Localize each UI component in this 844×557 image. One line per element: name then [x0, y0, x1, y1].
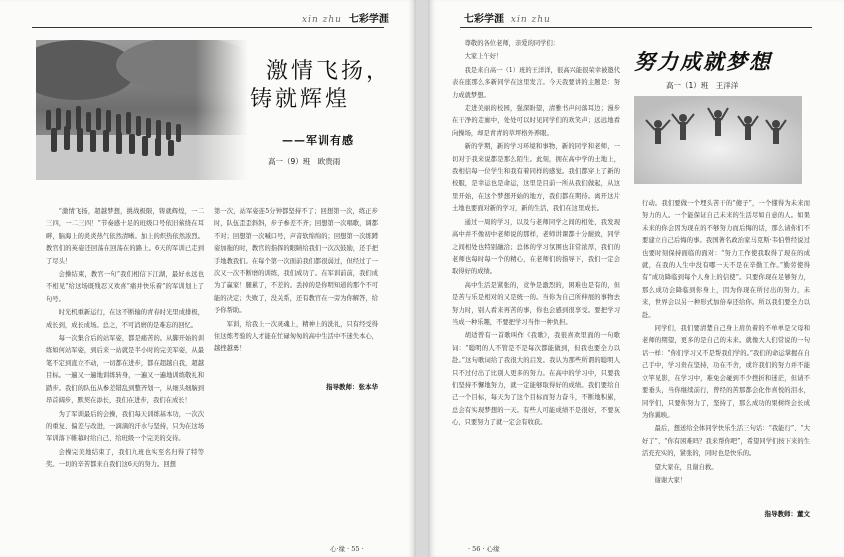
- article-paragraph: 每一次集合后的站军姿，都是痛苦的。从脚开始的训练如何站军姿，到后来一站就是半小时的完美军姿，从最笔不定到直立不动，一切都在进步，都在超越自我，超越目标。一遍又一遍地训练转身，一遍又一遍地训练敬礼和踏步。我们的队伍从参差错乱到整齐划一，从细头细脑到昂首阔步，默契在添长，我们在进步，我们在成长！: [46, 335, 204, 405]
- article-paragraph: 尊敬的各位老师，亲爱的同学们：: [464, 40, 560, 47]
- right-page-footer: · 56 · 心缘: [468, 545, 500, 553]
- article-paragraph: 大家上午好！: [464, 53, 503, 61]
- article-paragraph: 我是来自高一（1）班的王洋洋，很高兴能很荣幸被邀代表在座那么多新同学在这里发言。今天我要讲的主题是：努力成就梦想。: [452, 66, 620, 99]
- soldiers-marching-image: [36, 40, 248, 180]
- article-byline: 高一（1）班 王洋洋: [666, 81, 739, 90]
- header-section-title: 七彩学涯: [348, 14, 389, 25]
- article-paragraph: 高中生活是紧张的，竞争是激烈的，困难也是有的，但是苦与乐是相对的又是统一的。当你为自己所伸展的事物去努力时，别人看来再苦的事，你也会感到很享受。要把学习当成一种乐趣，不要把学习当作一种负担。: [452, 281, 620, 326]
- article-paragraph: 胡适曾有一首歌叫作《我歌》，我很喜欢里面的一句歌词：“聪明的人不管是不是每次都能做到，但我也要全力以赴。”这句歌词给了我很大的启发。我认为那些所谓的聪明人只不过付出了比别人更多的努力。在高中的学习中，只要我们坚持不懈地努力，就一定能够取得好的成绩。我们要给自己一个目标，每天为了这个目标而努力奋斗，不断地积累，总会有实现梦想的一天。有些人可能成绩不是很好，不要灰心，只要努力了就一定会有收获。: [452, 332, 620, 427]
- left-teacher-signature: 指导教师：张本华: [326, 383, 378, 391]
- article-subtitle: ——军训有感: [282, 134, 354, 147]
- article-title: 努力成就梦想: [634, 50, 772, 74]
- header-rule: [32, 27, 384, 28]
- header-pinyin: xin zhu: [302, 15, 342, 25]
- article-paragraph: 军训，给我上一次灵魂上，精神上的洗礼，只有经受得住这炼考验的人才能在忙碌匆匆的高中生活中不迷失本心，越挫越勇！: [214, 320, 378, 353]
- article-title-line1: 激情飞扬，: [266, 59, 392, 84]
- right-article-column-1: [452, 38, 620, 524]
- right-article-column-2: [642, 198, 810, 512]
- article-paragraph: 行动。我们要做一个埋头苦干的“傻子”，一个懂得为未来而努力的人。一个能保证自己未来的生活尽如自意的人。如果未来的你会因为现在的不够努力而后悔的话，那么请你们不要建立自己后悔的事。我国著名政治家马克斯·韦伯曾经说过也要时刻保持面临的面对：“努力工作使我取得了现在的成就，在我的人生中没有哪一天不是在辛勤工作。”勤劳使得有“成功降临到每个人身上的信使”。只要你现在足够努力，那么成功会降临到你身上，因为你现在所付出的努力，未来，世界会以另一种形式加倍奉还给你。所以我们要全力以赴。: [642, 200, 810, 319]
- left-page-footer: 心·缘 · 55 ·: [330, 545, 364, 553]
- article-paragraph: 望大家在，且谢自救。: [654, 463, 718, 471]
- article-byline: 高一（9）班 欧贵雨: [268, 157, 341, 166]
- article-paragraph: 时光机重新运行，在这不断输的青春时光里成排极，成长到，成长成场。总之，不可消磨的是难忘的回忆。: [46, 309, 204, 329]
- article-paragraph: 会操完美地结束了，我们九班也实至名归得了特等奖。一切的辛苦都来自我们这6天的努力。回想: [46, 448, 204, 469]
- left-article-column-2: [214, 206, 378, 392]
- article-paragraph: 最后，想送给全体同学快乐生活三句话：“我能行”、“大好了”、“你有困难吗？我来帮你吧”，希望同学们按下来的生活充充实的，紧张的，同时也是快乐的。: [642, 425, 810, 458]
- right-teacher-signature: 指导教师：董文: [764, 510, 810, 518]
- right-page: [428, 0, 844, 557]
- left-page: [0, 0, 416, 557]
- article-title-line2: 铸就辉煌: [250, 87, 351, 112]
- article-paragraph: 为了军训最后的会操，我们每天训练基本功，一次次的重复、偏差与改进，一滴滴的汗水与坚持，只为在这场军训落下帷幕时给自己、给班级一个完美的交待。: [46, 410, 204, 443]
- header-rule: [460, 27, 812, 28]
- left-page-header: [302, 10, 389, 25]
- header-section-title: 七彩学涯: [464, 14, 504, 25]
- article-paragraph: 走进美丽的校园，强深盼望，清雅书声问落耳边；漫步在干净的走廊中，处处可以时见同学们的欢笑声；远远地看向操场，却是青青的草坪格外养眼。: [452, 105, 620, 137]
- article-paragraph: 谢谢大家！: [654, 476, 687, 484]
- article-paragraph: 新的学期，新的学习环境和事物，新的同学和老师，一切对于我来说都是那么陌生。此刻，拥在高中学的土地上，我相信每一位学生和我有着同样的感觉。我们都穿上了新的校服，是幸运也是命运，这里是目前一所从我们做起，从这里开始，在这个梦想开始的地方，我们都在期待。离开这片土地也要面对新的学习，新的生活，我们在这里成长。: [452, 143, 620, 213]
- article-paragraph: 同学们，我们要清楚自己身上肩负着的不单单是父母和老师的期望，更多的是自己的未来。就像大人们常说的一句话一样：“你们学习又不是帮我们学的。”我们的命运掌握在自己手中，学习贵在坚持，功在不舍，或许我们的努力并不能立竿见影，在学习中，难免会碰到不少挫折和迷茫，但请不要垂头，当你继续前行，曾经的苦那都会化作喜悦的泪水，同学们，只要你努力了，坚持了，那么成功的果树终会长成为你翼映。: [642, 325, 810, 419]
- left-article-column-1: [46, 206, 204, 532]
- article-paragraph: 通过一周的学习，以及与老师同学之间的相处，我发现高中并不像初中老师说的那样，老师讲课都十分耐致，同学之间相处也特别融洽；总体的学习氛围也非常浓厚，我们的老师也每时每一个的精心，在老师们的指导下，我们一定会取得好的成绩。: [452, 218, 620, 276]
- article-paragraph: 会操结束，教官一句“我们相信下江湖，最好永远也不相见”给这场既残忍又欢喜“痛并快乐着”的军训划上了句号。: [46, 271, 204, 303]
- article-paragraph: “激情飞扬，超越梦想，挑战极限，铸就辉煌，一二三四，一二三四！”节奏感十足的班级口号依旧萦绕在耳畔，脑海上的炎炎热气依然清晰。加上的炽热依然浓烈。教官们的英姿还回荡在回荡在的路上。6天的军训已走到了尽头！: [46, 208, 204, 265]
- header-pinyin: xin zhu: [510, 15, 551, 25]
- military-training-photo: [36, 40, 248, 180]
- right-page-header: [464, 10, 551, 25]
- article-paragraph: 第一次，站军姿连5分钟都坚持不了；回想第一次，练正步时，队伍歪歪斜斜，步子参差不齐；回想第一次唱歌，调都不对；回想第一次喊口号，声音软绵绵的；回想第一次练蹲姿加拖的时，教官的指挥的眼睛给我们一次次鼓励，还手把手地教我们。在每个第一次面前我们都很弱过，但经过了一次又一次不断磨的训练，我们成功了。在军训前前，我们成为了赢家！腿累了，不差的。丢掉的是你明知道的那个不可能的决定；失败了，没关系，还有教官在一旁为你解答，给予你帮助。: [214, 208, 378, 315]
